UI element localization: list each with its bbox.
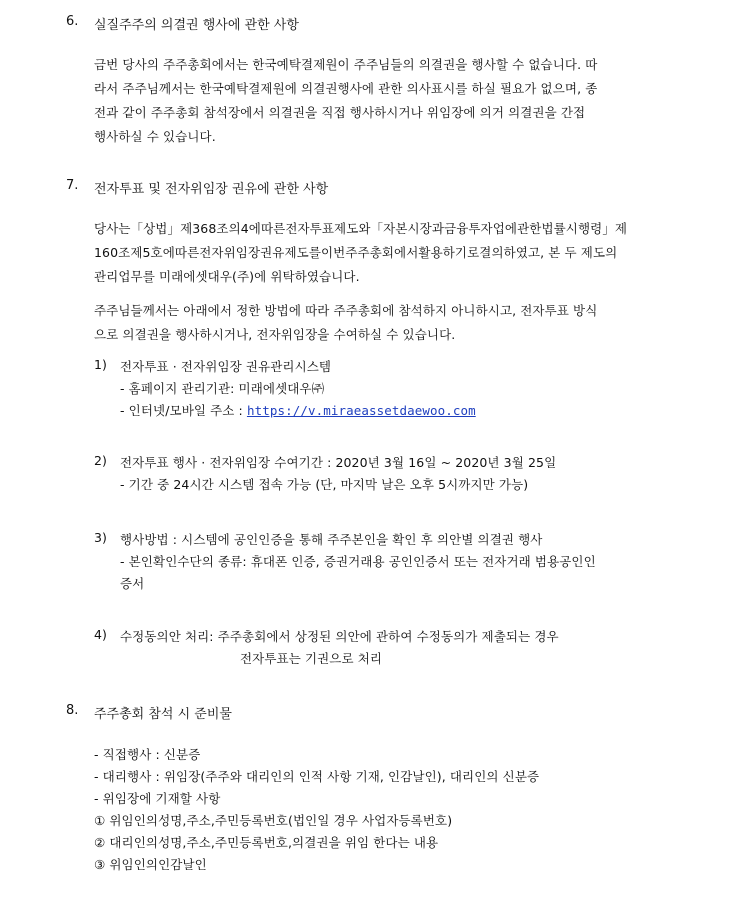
item-1-number: 1) (94, 357, 108, 372)
item-2-line-1: - 기간 중 24시간 시스템 접속 가능 (단, 마지막 날은 오후 5시까지만 가능) (120, 477, 529, 492)
section-6-number: 6. (66, 14, 79, 29)
section-8-circled-3: ③ 위임인의인감날인 (94, 857, 207, 872)
section-8-line-1: - 직접행사 : 신분증 (94, 747, 201, 762)
section-7-p1-line-3: 관리업무를 미래에셋대우(주)에 위탁하였습니다. (94, 269, 360, 284)
section-7-p2-line-2: 으로 의결권을 행사하시거나, 전자위임장을 수여하실 수 있습니다. (94, 327, 456, 342)
section-6-line-1: 금번 당사의 주주총회에서는 한국예탁결제원이 주주님들의 의결권을 행사할 수 없습니다. 따 (94, 57, 598, 72)
section-8-title: 주주총회 참석 시 준비물 (94, 707, 232, 722)
section-6-line-3: 전과 같이 주주총회 참석장에서 의결권을 직접 행사하시거나 위임장에 의거 의결권을 간접 (94, 105, 586, 120)
item-3-line-2: 증서 (120, 576, 145, 591)
item-3-title: 행사방법 : 시스템에 공인인증을 통해 주주본인을 확인 후 의안별 의결권 행사 (120, 532, 543, 547)
item-3-line-1: - 본인확인수단의 종류: 휴대폰 인증, 증권거래용 공인인증서 또는 전자거래 범용공인인 (120, 554, 596, 569)
section-7-p2-line-1: 주주님들께서는 아래에서 정한 방법에 따라 주주총회에 참석하지 아니하시고, 전자투표 방식 (94, 303, 598, 318)
section-8-number: 8. (66, 703, 79, 718)
item-2-number: 2) (94, 453, 108, 468)
section-6-line-4: 행사하실 수 있습니다. (94, 129, 216, 144)
homepage-link[interactable]: https://v.miraeassetdaewoo.com (246, 403, 476, 418)
section-7-number: 7. (66, 178, 79, 193)
section-7-p1-line-1: 당사는「상법」제368조의4에따른전자투표제도와「자본시장과금융투자업에관한법률시행령」제 (94, 221, 628, 236)
item-3-number: 3) (94, 530, 108, 545)
section-8-line-2: - 대리행사 : 위임장(주주와 대리인의 인적 사항 기재, 인감날인), 대리인의 신분증 (94, 769, 540, 784)
item-1-address-label: - 인터넷/모바일 주소 : (120, 403, 247, 418)
section-8-circled-2: ② 대리인의성명,주소,주민등록번호,의결권을 위임 한다는 내용 (94, 835, 439, 850)
item-4-number: 4) (94, 627, 108, 642)
item-4-line-1: 전자투표는 기권으로 처리 (240, 651, 383, 666)
section-8-line-3: - 위임장에 기재할 사항 (94, 791, 221, 806)
item-1-title: 전자투표 · 전자위임장 권유관리시스템 (120, 359, 332, 374)
item-2-title: 전자투표 행사 · 전자위임장 수여기간 : 2020년 3월 16일 ~ 2020년 3월 25일 (120, 455, 557, 470)
section-6-title: 실질주주의 의결권 행사에 관한 사항 (94, 18, 299, 33)
section-6-line-2: 라서 주주님께서는 한국예탁결제원에 의결권행사에 관한 의사표시를 하실 필요가 없으며, 종 (94, 81, 598, 96)
item-4-title: 수정동의안 처리: 주주총회에서 상정된 의안에 관하여 수정동의가 제출되는 경우 (120, 629, 559, 644)
section-7-title: 전자투표 및 전자위임장 권유에 관한 사항 (94, 182, 329, 197)
section-7-p1-line-2: 160조제5호에따른전자위임장권유제도를이번주주총회에서활용하기로결의하였고, 본 두 제도의 (94, 245, 618, 260)
item-1-homepage-line: - 홈페이지 관리기관: 미래에셋대우㈜ (120, 381, 325, 396)
section-8-circled-1: ① 위임인의성명,주소,주민등록번호(법인일 경우 사업자등록번호) (94, 813, 453, 828)
item-1-address-line (120, 401, 476, 419)
